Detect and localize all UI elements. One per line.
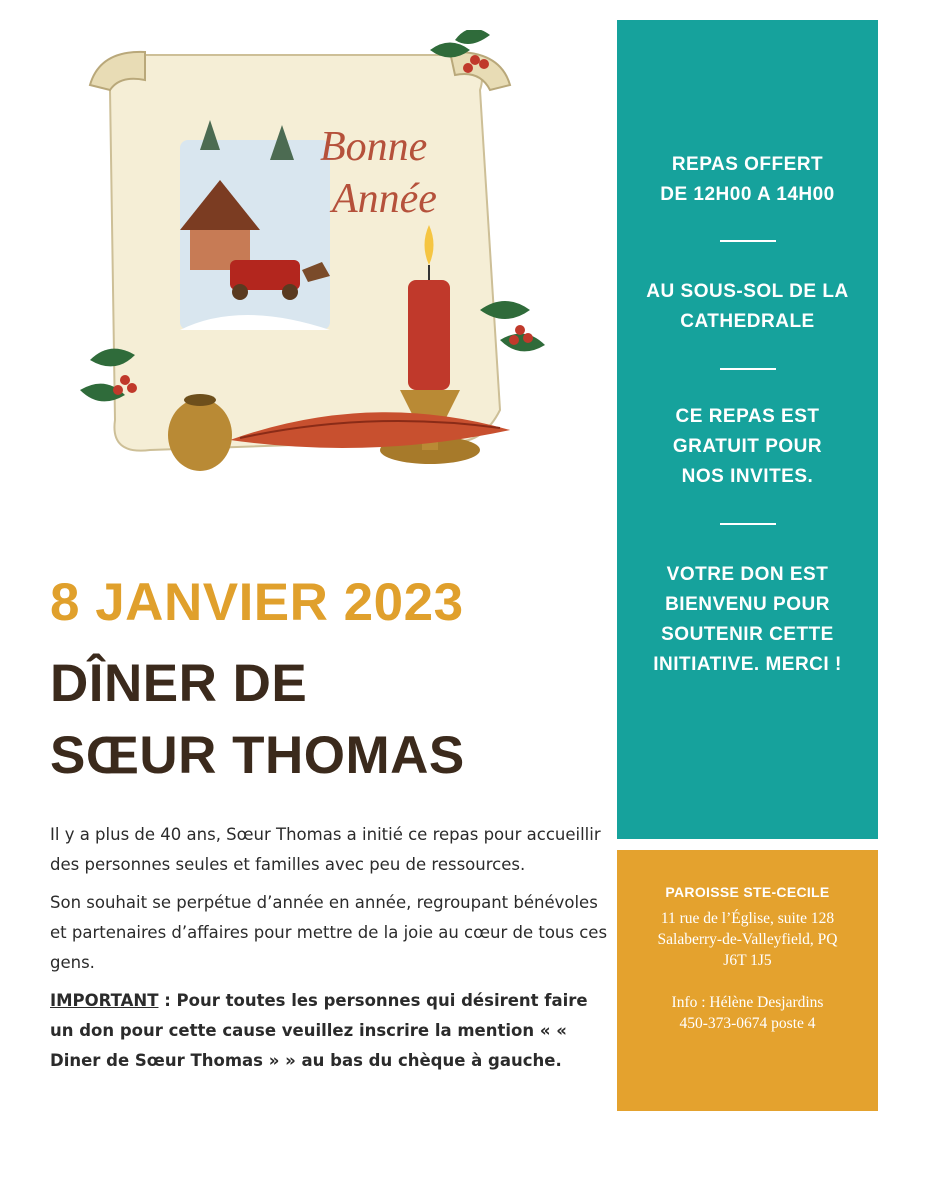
contact-box [617,850,878,1111]
divider [720,368,776,370]
event-title-line1: DÎNER DE [50,654,308,713]
sidebar-block-location [617,277,878,337]
important-text: : Pour toutes les personnes qui désirent faire un don pour cette cause veuillez inscrire la mention « « Diner de Sœur Thomas » » au bas du chèque à gauche. [50,991,588,1070]
sidebar-text: VOTRE DON EST [666,564,829,585]
parish-name: PAROISSE STE-CECILE [665,884,830,900]
sidebar-text: GRATUIT POUR [672,436,823,457]
sidebar-text: CATHEDRALE [680,311,815,332]
event-title [50,648,465,792]
event-date: 8 JANVIER 2023 [50,573,464,632]
greeting-line1: Bonne [320,124,428,170]
info-sidebar [617,20,878,839]
sidebar-text: BIENVENU POUR [665,594,830,615]
description-paragraph-1: Il y a plus de 40 ans, Sœur Thomas a initié ce repas pour accueillir des personnes seules et familles avec peu de ressources. [50,825,601,874]
sidebar-text: INITIATIVE. MERCI ! [653,654,842,675]
new-year-scroll-illustration [70,30,590,500]
sidebar-text: DE 12H00 A 14H00 [660,184,835,205]
important-label: IMPORTANT [50,991,159,1010]
sidebar-text: REPAS OFFERT [671,154,824,175]
greeting-line2: Année [332,176,437,222]
contact-info [617,992,878,1034]
description-paragraph-2: Son souhait se perpétue d’année en année, regroupant bénévoles et partenaires d’affaires pour mettre de la joie au cœur de tous ces gens. [50,893,608,972]
event-description [50,820,610,1084]
divider [720,523,776,525]
sidebar-block-donation [617,560,878,680]
sidebar-block-time [617,150,878,210]
address-line: Salaberry-de-Valleyfield, PQ [657,931,838,948]
contact-phone: 450-373-0674 poste 4 [679,1015,816,1032]
sidebar-block-free [617,402,878,492]
important-note [50,986,610,1076]
sidebar-text: CE REPAS EST [675,406,820,427]
parish-address [617,908,878,971]
event-title-line2: SŒUR THOMAS [50,726,465,785]
sidebar-text: SOUTENIR CETTE [661,624,834,645]
contact-person: Info : Hélène Desjardins [671,994,824,1011]
divider [720,240,776,242]
sidebar-text: NOS INVITES. [681,466,814,487]
address-line: J6T 1J5 [723,952,772,969]
address-line: 11 rue de l’Église, suite 128 [660,910,835,927]
sidebar-text: AU SOUS-SOL DE LA [646,281,849,302]
